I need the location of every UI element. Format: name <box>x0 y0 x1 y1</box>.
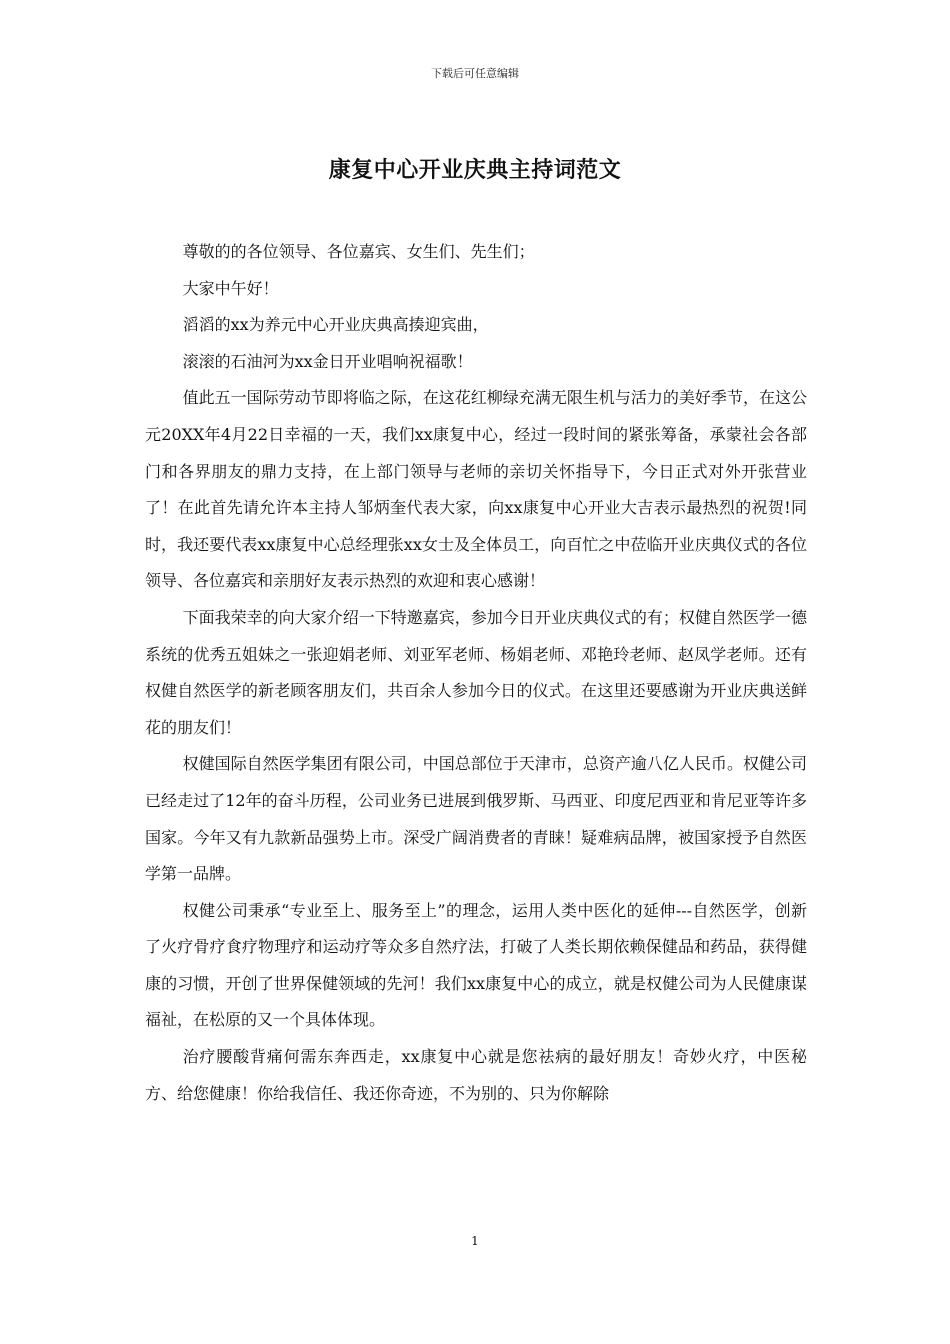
document-body <box>145 234 807 1112</box>
paragraph-opening-speech: 值此五一国际劳动节即将临之际，在这花红柳绿充满无限生机与活力的美好季节，在这公元20XX年4月22日幸福的一天，我们xx康复中心，经过一段时间的紧张筹备，承蒙社会各部门和各界朋友的鼎力支持，在上部门领导与老师的亲切关怀指导下，今日正式对外开张营业了！在此首先请允许本主持人邹炳奎代表大家，向xx康复中心开业大吉表示最热烈的祝贺!同时，我还要代表xx康复中心总经理张xx女士及全体员工，向百忙之中莅临开业庆典仪式的各位领导、各位嘉宾和亲朋好友表示热烈的欢迎和衷心感谢！ <box>145 388 807 591</box>
paragraph-treatment: 治疗腰酸背痛何需东奔西走，xx康复中心就是您祛病的最好朋友！奇妙火疗，中医秘方、给您健康！你给我信任、我还你奇迹，不为别的、只为你解除 <box>145 1047 807 1103</box>
header-note: 下载后可任意编辑 <box>431 67 519 80</box>
paragraph-good-afternoon: 大家中午好！ <box>182 278 279 298</box>
paragraph-verse-1: 滔滔的xx为养元中心开业庆典高揍迎宾曲， <box>182 315 489 335</box>
document-title: 康复中心开业庆典主持词范文 <box>328 157 622 183</box>
paragraph-guests: 下面我荣幸的向大家介绍一下特邀嘉宾，参加今日开业庆典仪式的有；权健自然医学一德系统的优秀五姐妹之一张迎娟老师、刘亚军老师、杨娟老师、邓艳玲老师、赵凤学老师。还有权健自然医学的新老顾客朋友们，共百余人参加今日的仪式。在这里还要感谢为开业庆典送鲜花的朋友们！ <box>145 607 807 737</box>
paragraph-company-intro: 权健国际自然医学集团有限公司，中国总部位于天津市，总资产逾八亿人民币。权健公司已经走过了12年的奋斗历程，公司业务已进展到俄罗斯、马西亚、印度尼西亚和肯尼亚等许多国家。今年又有九款新品强势上市。深受广阔消费者的青睐！疑难病品牌，被国家授予自然医学第一品牌。 <box>145 754 807 884</box>
paragraph-verse-2: 滚滚的石油河为xx金日开业唱响祝福歌！ <box>182 351 473 371</box>
page-number: 1 <box>471 1234 479 1248</box>
paragraph-greeting: 尊敬的的各位领导、各位嘉宾、女生们、先生们； <box>182 242 535 261</box>
paragraph-philosophy: 权健公司秉承“专业至上、服务至上”的理念，运用人类中医化的延伸---自然医学，创新了火疗骨疗食疗物理疗和运动疗等众多自然疗法，打破了人类长期依赖保健品和药品，获得健康的习惯，开创了世界保健领域的先河！我们xx康复中心的成立，就是权健公司为人民健康谋福祉，在松原的又一个具体体现。 <box>145 900 807 1030</box>
